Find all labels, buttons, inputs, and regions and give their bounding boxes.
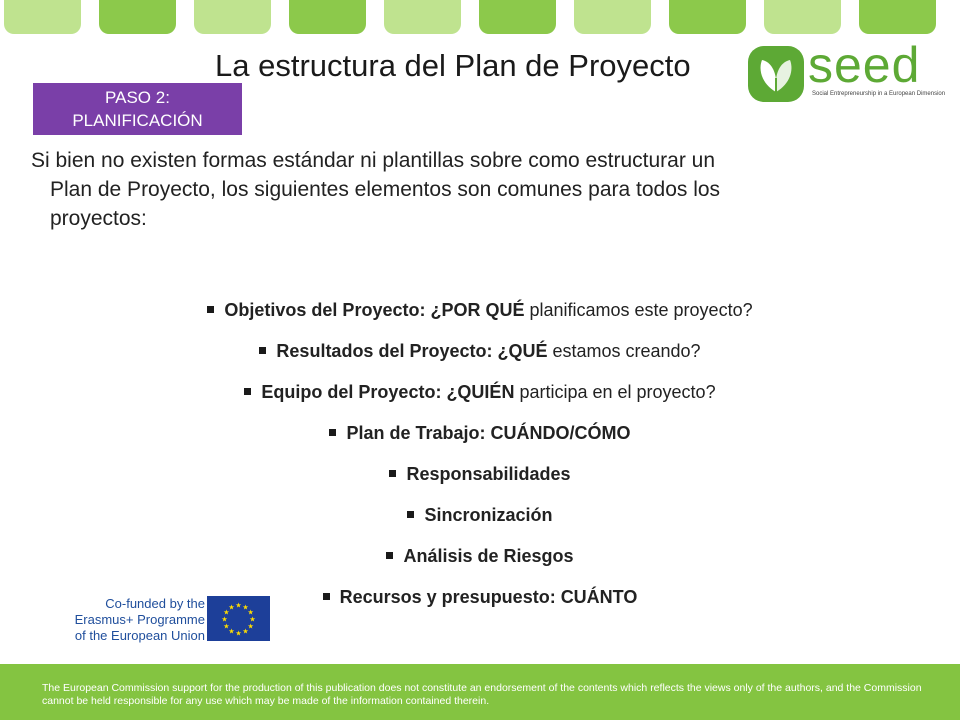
list-item-text: planificamos este proyecto? bbox=[524, 300, 753, 320]
square-bullet-icon bbox=[207, 306, 214, 313]
square-bullet-icon bbox=[329, 429, 336, 436]
list-item-bold: Resultados del Proyecto: ¿QUÉ bbox=[276, 341, 548, 361]
svg-text:★: ★ bbox=[249, 615, 256, 624]
list-item-bold: Plan de Trabajo: CUÁNDO/CÓMO bbox=[346, 423, 631, 443]
decorative-tile bbox=[194, 0, 271, 34]
list-item bbox=[0, 331, 960, 372]
cofunding-statement bbox=[55, 596, 205, 644]
list-item bbox=[0, 372, 960, 413]
decorative-tile bbox=[859, 0, 936, 34]
top-decorative-tiles bbox=[0, 0, 960, 38]
cofunding-line: of the European Union bbox=[74, 628, 205, 643]
list-item-text: participa en el proyecto? bbox=[514, 382, 716, 402]
decorative-tile bbox=[4, 0, 81, 34]
decorative-tile bbox=[384, 0, 461, 34]
square-bullet-icon bbox=[244, 388, 251, 395]
svg-text:★: ★ bbox=[223, 608, 230, 617]
list-item-text: estamos creando? bbox=[547, 341, 701, 361]
step-badge bbox=[33, 83, 242, 135]
svg-text:★: ★ bbox=[247, 622, 254, 631]
list-item bbox=[0, 495, 960, 536]
list-item-bold: Sincronización bbox=[424, 505, 553, 525]
list-item-bold: Recursos y presupuesto: CUÁNTO bbox=[339, 587, 638, 607]
logo-tagline: Social Entrepreneurship in a European Dimension bbox=[812, 91, 946, 97]
seed-logo bbox=[748, 37, 946, 102]
eu-flag-icon bbox=[207, 596, 270, 641]
cofunding-line: Co-funded by the bbox=[105, 596, 205, 611]
intro-paragraph bbox=[31, 146, 921, 233]
list-item-bold: Objetivos del Proyecto: ¿POR QUÉ bbox=[224, 300, 525, 320]
list-item-bold: Responsabilidades bbox=[406, 464, 571, 484]
svg-text:★: ★ bbox=[223, 622, 230, 631]
list-item bbox=[0, 290, 960, 331]
decorative-tile bbox=[764, 0, 841, 34]
svg-text:★: ★ bbox=[228, 627, 235, 636]
square-bullet-icon bbox=[323, 593, 330, 600]
decorative-tile bbox=[289, 0, 366, 34]
svg-text:★: ★ bbox=[228, 603, 235, 612]
step-badge-line2: PLANIFICACIÓN bbox=[72, 111, 203, 130]
svg-text:★: ★ bbox=[221, 615, 228, 624]
list-item bbox=[0, 413, 960, 454]
square-bullet-icon bbox=[407, 511, 414, 518]
logo-wordmark: seed bbox=[808, 37, 921, 93]
svg-text:★: ★ bbox=[235, 601, 242, 610]
list-item bbox=[0, 454, 960, 495]
plan-elements-list bbox=[0, 290, 960, 618]
slide-title: La estructura del Plan de Proyecto bbox=[215, 48, 691, 83]
intro-line: Si bien no existen formas estándar ni plantillas sobre como estructurar un bbox=[31, 149, 716, 172]
intro-line: Plan de Proyecto, los siguientes elementos son comunes para todos los bbox=[50, 178, 721, 201]
step-badge-line1: PASO 2: bbox=[105, 88, 170, 107]
decorative-tile bbox=[99, 0, 176, 34]
square-bullet-icon bbox=[259, 347, 266, 354]
decorative-tile bbox=[479, 0, 556, 34]
list-item-bold: Análisis de Riesgos bbox=[403, 546, 574, 566]
square-bullet-icon bbox=[389, 470, 396, 477]
intro-line: proyectos: bbox=[50, 207, 147, 230]
svg-text:★: ★ bbox=[235, 629, 242, 638]
cofunding-line: Erasmus+ Programme bbox=[74, 612, 205, 627]
svg-text:★: ★ bbox=[242, 603, 249, 612]
list-item-bold: Equipo del Proyecto: ¿QUIÉN bbox=[261, 382, 515, 402]
decorative-tile bbox=[574, 0, 651, 34]
leaf-icon bbox=[748, 46, 804, 102]
footer-disclaimer: The European Commission support for the production of this publication does not constitute an endorsement of the contents which reflects the views only of the authors, and the Commission cannot be held responsible for any use which may be made of the information contained therein. bbox=[42, 682, 922, 707]
svg-text:★: ★ bbox=[242, 627, 249, 636]
svg-text:★: ★ bbox=[247, 608, 254, 617]
list-item bbox=[0, 536, 960, 577]
decorative-tile bbox=[669, 0, 746, 34]
square-bullet-icon bbox=[386, 552, 393, 559]
